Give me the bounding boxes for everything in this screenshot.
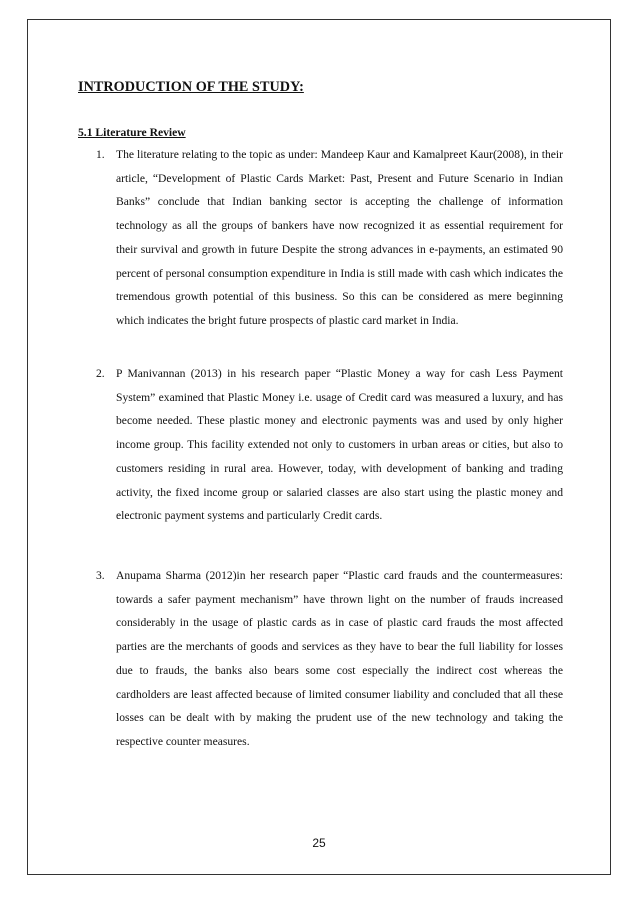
page-heading: INTRODUCTION OF THE STUDY: — [78, 79, 304, 95]
list-item-number: 2. — [96, 367, 105, 380]
page-number: 25 — [312, 836, 326, 850]
list-item-text: Anupama Sharma (2012)in her research paper “Plastic card frauds and the countermeasures: towards a safer payment mechanism” have thrown light on the number of frauds increased considerably in the usage of plastic cards as in case of plastic card frauds the most affected parties are the merchants of goods and services as they have to bear the full liability for losses due to frauds, the banks also bears some cost especially the indirect cost whereas the cardholders are least affected because of limited consumer liability and concluded that all these losses can be dealt with by making the prudent use of the new technology and taking the respective counter measures. — [116, 569, 563, 748]
list-item — [90, 362, 563, 528]
list-item-number: 1. — [96, 148, 105, 161]
list-item-text: P Manivannan (2013) in his research paper “Plastic Money a way for cash Less Payment System” examined that Plastic Money i.e. usage of Credit card was measured a luxury, and has become needed. These plastic money and electronic payments was and used by only higher income group. This facility extended not only to customers in urban areas or cities, but also to customers residing in rural area. However, today, with development of banking and trading activity, the fixed income group or salaried classes are also start using the plastic money and electronic payment systems and particularly Credit cards. — [116, 367, 563, 523]
list-item — [90, 564, 563, 754]
list-item — [90, 143, 563, 333]
list-item-text: The literature relating to the topic as under: Mandeep Kaur and Kamalpreet Kaur(2008), in their article, “Development of Plastic Cards Market: Past, Present and Future Scenario in Indian Banks” conclude that Indian banking sector is accepting the challenge of information technology as all the groups of bankers have now recognized it as essential requirement for their survival and growth in future Despite the strong advances in e-payments, an estimated 90 percent of personal consumption expenditure in India is still made with cash which indicates the tremendous growth potential of this business. So this can be considered as mere beginning which indicates the bright future prospects of plastic card market in India. — [116, 148, 563, 327]
list-item-number: 3. — [96, 569, 105, 582]
section-title: 5.1 Literature Review — [78, 126, 186, 139]
